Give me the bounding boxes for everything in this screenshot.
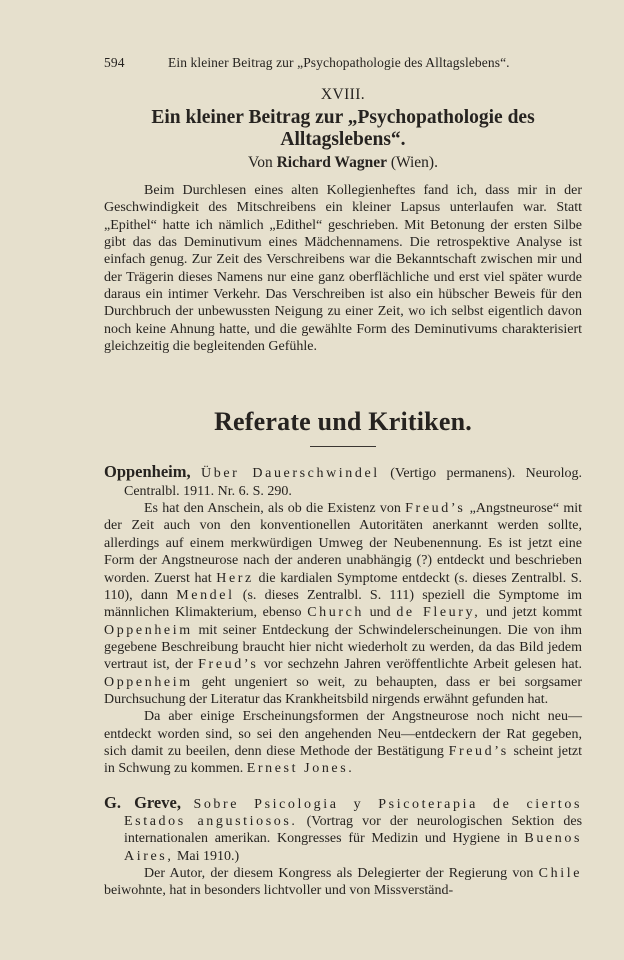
text-run: „Angstneurose“ mit der Zeit auch von den konventionellen Autoritäten anerkannt werden sollte, allerdings auf einem merkwürdigen Umweg der Neubenennung. Es ist jetzt eine Form der Angstneurose nach der anderen unabhängig (?) entdeckt und beschrieben worden. Zuerst hat <box>104 501 582 586</box>
running-head-title: Ein kleiner Beitrag zur „Psychopathologie des Alltagslebens“. <box>168 55 510 70</box>
section-divider <box>310 446 376 447</box>
review-title: Über Dauerschwindel <box>201 466 380 482</box>
running-header <box>104 54 582 72</box>
review-title: Sobre Psicologia y Psicoterapia de ciertos Estados angustiosos. <box>124 796 582 829</box>
article-section-number: XVIII. <box>320 86 366 103</box>
review-source: (Vertigo permanens). Neurolog. Centralbl. 1911. Nr. 6. S. 290. <box>124 466 583 499</box>
review-body-paragraph <box>104 500 582 708</box>
review-citation <box>104 463 582 500</box>
person-name: Freud’s <box>448 743 509 759</box>
page-number: 594 <box>104 55 125 70</box>
place-name: Buenos Aires, <box>124 831 582 864</box>
text-run: die kardialen Symptome entdeckt (s. dieses Zentralbl. S. 110), dann <box>104 570 583 603</box>
person-name: Herz <box>216 570 254 586</box>
section-heading: Referate und Kritiken. <box>214 407 472 437</box>
text-run: mit seiner Entdeckung der Schwindelerscheinungen. Die von ihm gegebene Beschreibung braucht hier nicht wiederholt zu werden, da das Bild jedem vertraut ist, der <box>104 622 582 673</box>
review-author: Oppenheim, <box>104 462 191 482</box>
article-title: Ein kleiner Beitrag zur „Psychopathologie des Alltagslebens“. <box>151 107 535 150</box>
article-byline <box>104 154 582 172</box>
text-run: geht ungeniert so weit, zu behaupten, dass er bei sorgsamer Durchsuchung der Literatur das Krankheitsbild nirgends erwähnt gefunden hat. <box>104 674 583 707</box>
text-run: vor sechzehn Jahren veröffentlichte Arbeit gelesen hat. <box>263 657 582 673</box>
text-run: und jetzt kommt <box>486 605 583 621</box>
byline-prefix: Von <box>248 154 273 171</box>
review-entry-oppenheim <box>104 463 582 777</box>
place-name: Chile <box>538 866 583 881</box>
person-name: Oppenheim <box>104 674 193 690</box>
person-name: Freud’s <box>405 501 466 517</box>
review-entry-greve <box>104 794 582 900</box>
review-body-paragraph <box>104 865 582 900</box>
reviewer-signature: Ernest Jones. <box>246 761 355 777</box>
text-run: und <box>369 605 391 621</box>
review-citation <box>104 794 582 865</box>
review-source: Mai 1910.) <box>176 848 240 864</box>
review-body-paragraph <box>104 708 582 777</box>
review-source: (Vortrag vor der neurologischen Sektion des internationalen amerikan. Kongresses für Medizin und Hygiene in <box>124 813 583 847</box>
text-run: Es hat den Anschein, als ob die Existenz von <box>144 501 401 517</box>
article-author: Richard Wagner <box>276 154 387 171</box>
article-affiliation: (Wien). <box>390 154 438 171</box>
text-run: Da aber einige Erscheinungsformen der Angstneurose noch nicht neu—entdeckt worden sind, so sei den angehenden Neu—entdeckern der Rat gegeben, sich damit zu beeilen, denn diese Methode der Bestätigung <box>104 709 582 759</box>
text-run: scheint jetzt in Schwung zu kommen. <box>104 743 583 777</box>
article-body: Beim Durchlesen eines alten Kollegienheftes fand ich, dass mir in der Geschwindigkeit des Mitschreibens ein kleiner Lapsus unterlaufen war. Statt „Epithel“ hatte ich nämlich „Edithel“ geschrieben. Mit Betonung der ersten Silbe gibt das das Deminutivum eines Mädchennamens. Die retrospektive Analyse ist einfach genug. Zur Zeit des Verschreibens war die Bekanntschaft zwischen mir und der Trägerin dieses Namens nur eine ganz oberflächliche und erst viel später wurde daraus ein intimer Verkehr. Das Verschreiben ist also ein hübscher Beweis für den Durchbruch der unbewussten Neigung zu einer Zeit, wo ich selbst eigentlich davon noch keine Ahnung hatte, und die gewählte Form des Deminutivums charakterisiert gleichzeitig die begleitenden Gefühle. <box>104 183 582 355</box>
text-run: (s. dieses Zentralbl. S. 111) speziell die Symptome im männlichen Klimakterium, ebenso <box>104 587 583 621</box>
review-author: G. Greve, <box>104 792 181 812</box>
text-run: beiwohnte, hat in besonders lichtvoller und von Missverständ- <box>104 883 454 899</box>
person-name: de Fleury, <box>396 605 481 621</box>
person-name: Church <box>307 605 365 621</box>
person-name: Mendel <box>176 587 235 603</box>
text-run: Der Autor, der diesem Kongress als Delegierter der Regierung von <box>144 866 534 881</box>
person-name: Freud’s <box>198 657 259 673</box>
person-name: Oppenheim <box>104 622 193 638</box>
